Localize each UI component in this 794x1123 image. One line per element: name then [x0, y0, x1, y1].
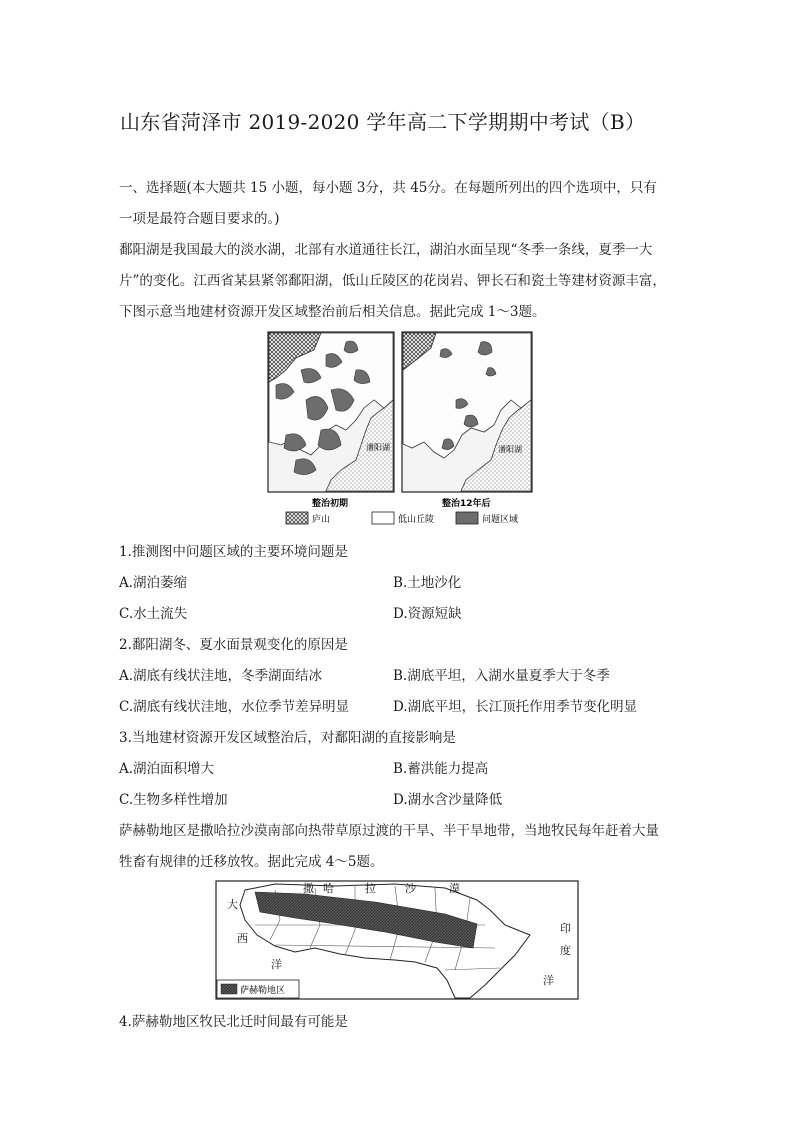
question-3-option-c[interactable]: C.生物多样性增加: [119, 792, 228, 808]
label-da: 大: [227, 898, 238, 911]
legend-label-problem: 问题区域: [482, 515, 519, 525]
question-1-option-b[interactable]: B.土地沙化: [393, 575, 462, 591]
question-1-option-d[interactable]: D.资源短缺: [393, 606, 462, 622]
label-xi: 西: [237, 932, 248, 945]
question-2-stem: 2.鄱阳湖冬、夏水面景观变化的原因是: [119, 637, 348, 653]
passage2-line-2: 牲畜有规律的迁移放牧。据此完成 4～5题。: [119, 854, 384, 870]
label-sa: 撒: [303, 882, 314, 895]
label-ha: 哈: [323, 882, 334, 895]
legend-swatch-hills: [372, 512, 394, 524]
question-2-option-d[interactable]: D.湖底平坦，长江顶托作用季节变化明显: [393, 699, 638, 715]
figure2-legend: [217, 980, 299, 998]
question-3-stem: 3.当地建材资源开发区域整治后，对鄱阳湖的直接影响是: [119, 730, 456, 746]
legend-swatch-sahel: [221, 984, 237, 994]
question-1-option-c[interactable]: C.水土流失: [119, 606, 188, 622]
passage1-line-1: 鄱阳湖是我国最大的淡水湖，北部有水道通往长江，湖泊水面呈现“冬季一条线，夏季一大: [119, 242, 653, 258]
question-3-option-d[interactable]: D.湖水含沙量降低: [393, 792, 503, 808]
legend-swatch-lushan: [286, 512, 308, 524]
label-mo: 漠: [449, 882, 460, 895]
label-yang-2: 洋: [543, 974, 554, 987]
section-instruction-line-2: 一项是最符合题目要求的。): [119, 211, 280, 227]
label-yang: 洋: [271, 958, 282, 971]
passage1-line-2: 片”的变化。江西省某县紧邻鄱阳湖，低山丘陵区的花岗岩、钾长石和瓷土等建材资源丰富，: [119, 273, 666, 289]
label-du: 度: [560, 944, 571, 957]
figure1-legend: [286, 512, 518, 525]
map-after-treatment: [402, 332, 532, 509]
page-title: 山东省菏泽市 2019-2020 学年高二下学期期中考试（B）: [120, 110, 646, 134]
map-before-treatment: [268, 332, 394, 509]
question-2-option-b[interactable]: B.湖底平坦，入湖水量夏季大于冬季: [393, 668, 610, 684]
question-3-option-a[interactable]: A.湖泊面积增大: [119, 761, 215, 777]
sahel-map-figure: [215, 880, 579, 1000]
label-la: 拉: [365, 882, 376, 895]
caption-after: 整治12年后: [442, 499, 491, 509]
label-yin: 印: [560, 922, 571, 935]
question-2-option-a[interactable]: A.湖底有线状洼地，冬季湖面结冰: [119, 668, 323, 684]
legend-label-lushan: 庐山: [312, 515, 331, 525]
question-3-option-b[interactable]: B.蓄洪能力提高: [393, 761, 489, 777]
question-1-stem: 1.推测图中问题区域的主要环境问题是: [119, 544, 348, 560]
question-4-stem: 4.萨赫勒地区牧民北迁时间最有可能是: [119, 1014, 348, 1030]
poyang-lake-figure: [266, 330, 534, 530]
question-2-option-c[interactable]: C.湖底有线状洼地，水位季节差异明显: [119, 699, 350, 715]
lake-label-after: 潘阳湖: [498, 445, 522, 454]
label-sha: 沙: [405, 882, 416, 895]
legend-label-hills: 低山丘陵: [398, 515, 435, 525]
legend-label-sahel: 萨赫勒地区: [240, 986, 286, 996]
passage2-line-1: 萨赫勒地区是撒哈拉沙漠南部向热带草原过渡的干旱、半干旱地带，当地牧民每年赶着大量: [119, 823, 659, 839]
legend-swatch-problem: [456, 512, 478, 524]
passage1-line-3: 下图示意当地建材资源开发区域整治前后相关信息。据此完成 1～3题。: [119, 304, 546, 320]
lake-label-before: 潘阳湖: [366, 443, 390, 452]
section-instruction-line-1: 一、选择题(本大题共 15 小题，每小题 3分，共 45分。在每题所列出的四个选项中，只有: [119, 180, 657, 196]
caption-before: 整治初期: [312, 499, 349, 509]
question-1-option-a[interactable]: A.湖泊萎缩: [119, 575, 188, 591]
